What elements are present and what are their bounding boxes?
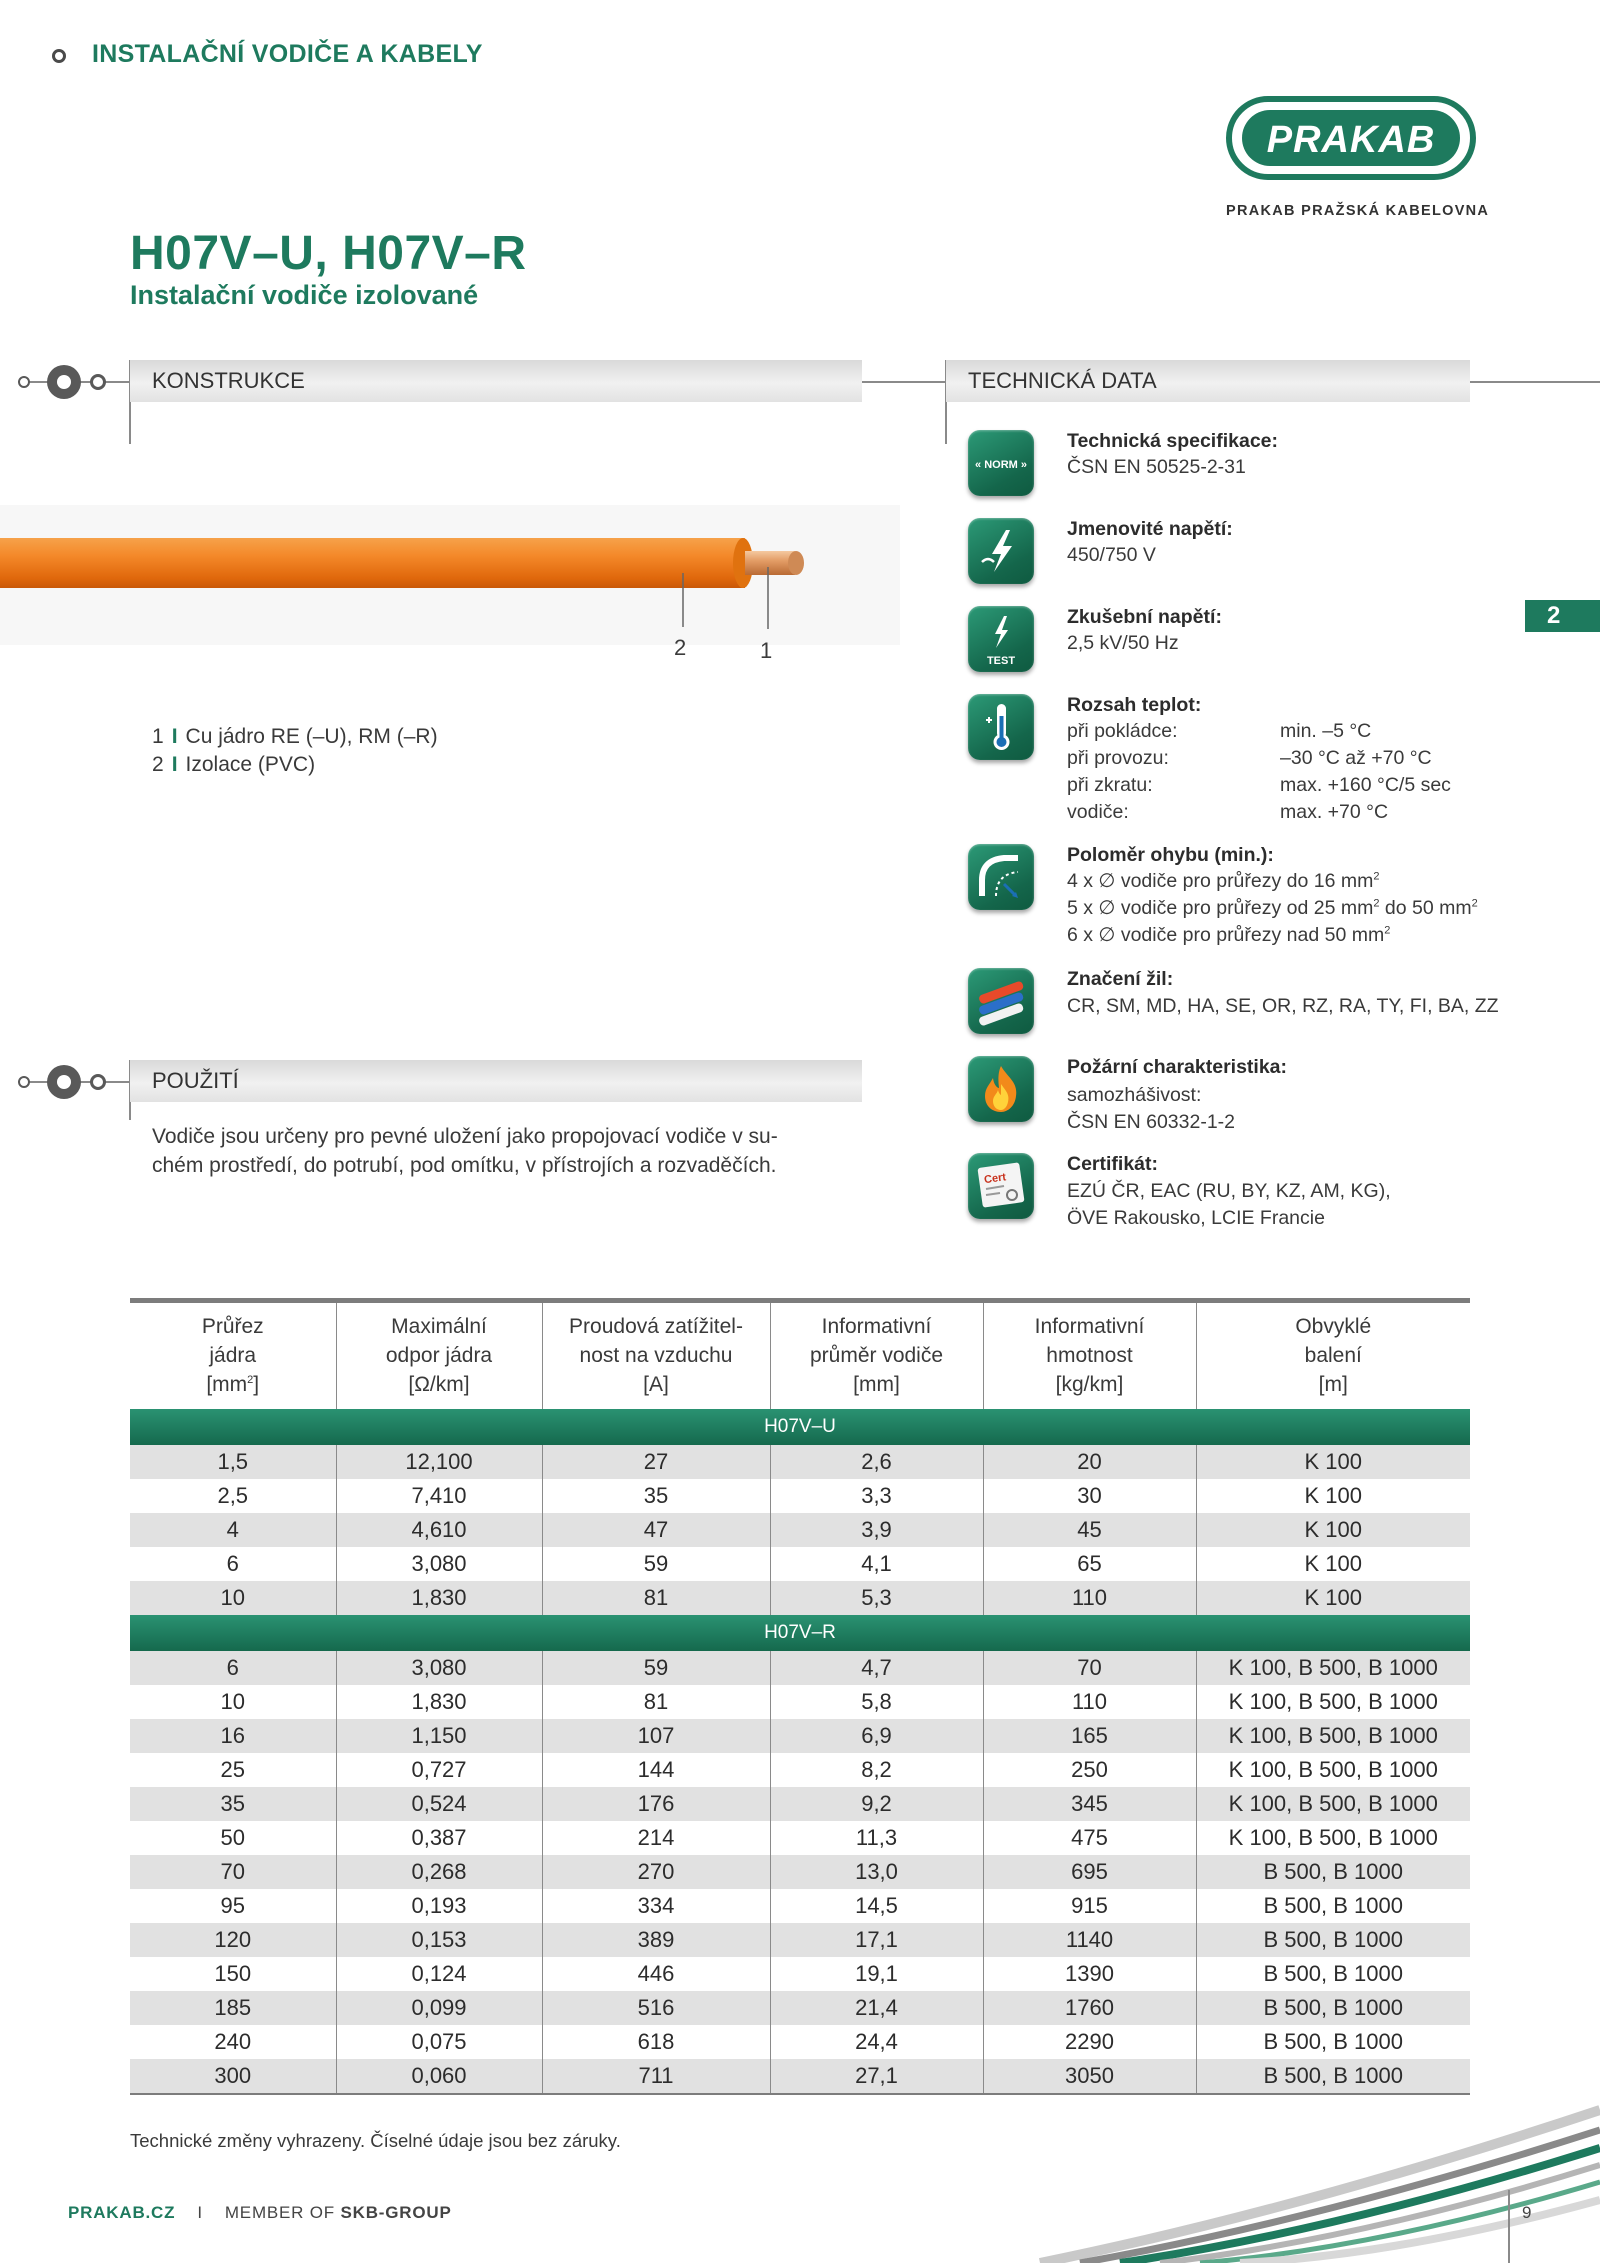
table-row — [130, 1479, 1470, 1513]
table-row — [130, 2025, 1470, 2059]
temp-value: min. –5 °C — [1280, 720, 1372, 742]
node-dot-icon — [47, 365, 81, 399]
disclaimer-note: Technické změny vyhrazeny. Číselné údaje jsou bez záruky. — [130, 2130, 621, 2151]
bend-line: 6 x ∅ vodiče pro průřezy nad 50 $mm^2$ — [1067, 924, 1391, 946]
decorative-cable-swoosh — [1000, 2090, 1600, 2263]
fire-label: Požární charakteristika: — [1067, 1056, 1288, 1078]
table-cell: 345 — [983, 1787, 1196, 1821]
table-cell: 27 — [542, 1445, 770, 1479]
website-link[interactable]: PRAKAB.CZ — [68, 2203, 176, 2222]
table-cell: 334 — [542, 1889, 770, 1923]
group-header-row: H07V–R — [130, 1615, 1470, 1651]
cert-value: ÖVE Rakousko, LCIE Francie — [1067, 1207, 1325, 1229]
table-cell: 165 — [983, 1719, 1196, 1753]
table-cell: 711 — [542, 2059, 770, 2094]
table-cell: 3,9 — [770, 1513, 983, 1547]
table-cell: 2290 — [983, 2025, 1196, 2059]
table-row — [130, 1821, 1470, 1855]
cert-label: Certifikát: — [1067, 1153, 1159, 1175]
certificate-icon — [968, 1153, 1034, 1219]
table-cell: 1760 — [983, 1991, 1196, 2025]
table-row — [130, 2059, 1470, 2094]
table-cell: 4,1 — [770, 1547, 983, 1581]
table-cell: 4,610 — [336, 1513, 542, 1547]
table-cell: 0,060 — [336, 2059, 542, 2094]
node-dot-icon — [18, 376, 30, 388]
table-group-h07v-u — [130, 1409, 1470, 1615]
node-dot-icon — [47, 1065, 81, 1099]
table-cell: 11,3 — [770, 1821, 983, 1855]
table-cell: 70 — [983, 1651, 1196, 1685]
temp-key: vodiče: — [1067, 801, 1129, 823]
table-cell: 618 — [542, 2025, 770, 2059]
table-cell: 21,4 — [770, 1991, 983, 2025]
logo-subtitle: PRAKAB PRAŽSKÁ KABELOVNA — [1226, 203, 1490, 219]
table-cell: 2,5 — [217, 1482, 249, 1508]
callout-label: 2 — [674, 635, 687, 660]
table-cell: 0,387 — [336, 1821, 542, 1855]
table-cell: 110 — [983, 1581, 1196, 1615]
table-cell: 35 — [542, 1479, 770, 1513]
category-title: INSTALAČNÍ VODIČE A KABELY — [92, 40, 483, 68]
voltage-value: 450/750 V — [1067, 544, 1156, 566]
table-cell: B 500, B 1000 — [1196, 2059, 1470, 2094]
table-cell: 5,3 — [770, 1581, 983, 1615]
svg-text:Cert: Cert — [983, 1171, 1007, 1187]
table-cell: 30 — [983, 1479, 1196, 1513]
table-cell: 176 — [542, 1787, 770, 1821]
legend-item: 2 I Izolace (PVC) — [152, 753, 316, 776]
table-cell: 59 — [542, 1651, 770, 1685]
table-cell: 3,080 — [336, 1547, 542, 1581]
table-cell: 14,5 — [770, 1889, 983, 1923]
table-cell: 20 — [983, 1445, 1196, 1479]
table-cell: 300 — [130, 2059, 336, 2094]
page-number: 9 — [1522, 2203, 1532, 2222]
column-header: Proudová zatížitel- nost na vzduchu [A] — [542, 1301, 770, 1409]
temp-value: –30 °C až +70 °C — [1280, 747, 1432, 769]
table-cell: K 100 — [1196, 1581, 1470, 1615]
table-cell: 1140 — [983, 1923, 1196, 1957]
table-cell: 0,268 — [336, 1855, 542, 1889]
svg-text:TEST: TEST — [986, 655, 1016, 667]
cert-value: EZÚ ČR, EAC (RU, BY, KZ, AM, KG), — [1067, 1180, 1391, 1202]
table-cell: B 500, B 1000 — [1196, 1923, 1470, 1957]
pouziti-header — [130, 1060, 862, 1102]
table-cell: 10 — [130, 1581, 336, 1615]
temp-key: při zkratu: — [1067, 774, 1153, 796]
table-cell: B 500, B 1000 — [1196, 1957, 1470, 1991]
konstrukce-header — [130, 360, 862, 402]
pouziti-description: Vodiče jsou určeny pro pevné uložení jako propojovací vodiče v su- chém prostředí, do potrubí, pod omítku, v přístrojích a rozvaděčích. — [152, 1125, 778, 1177]
temp-value: max. +70 °C — [1280, 801, 1389, 823]
table-cell: 250 — [983, 1753, 1196, 1787]
svg-text:« NORM »: « NORM » — [975, 459, 1027, 471]
table-cell: 0,075 — [336, 2025, 542, 2059]
wires-icon — [968, 968, 1034, 1034]
table-cell: 1,830 — [336, 1581, 542, 1615]
parameters-table — [130, 1298, 1470, 2095]
table-row — [130, 1957, 1470, 1991]
column-header: Maximální odpor jádra [Ω/km] — [336, 1301, 542, 1409]
node-dot-icon — [90, 374, 106, 390]
cable-illustration — [0, 505, 900, 645]
bend-radius-icon — [968, 844, 1034, 910]
table-cell: 65 — [983, 1547, 1196, 1581]
table-cell: 0,193 — [336, 1889, 542, 1923]
table-cell: 0,524 — [336, 1787, 542, 1821]
lightning-icon — [968, 518, 1034, 584]
table-cell: 915 — [983, 1889, 1196, 1923]
temp-value: max. +160 °C/5 sec — [1280, 774, 1451, 796]
table-cell: K 100 — [1196, 1547, 1470, 1581]
table-cell: 6 — [226, 1550, 239, 1576]
table-row — [130, 1787, 1470, 1821]
table-cell: 120 — [130, 1923, 336, 1957]
table-row — [130, 1753, 1470, 1787]
table-cell: 3,080 — [336, 1651, 542, 1685]
test-icon — [968, 606, 1034, 672]
table-cell: 47 — [542, 1513, 770, 1547]
temp-key: při pokládce: — [1067, 720, 1178, 742]
column-header: Obvyklé balení [m] — [1196, 1301, 1470, 1409]
technical-heading: TECHNICKÁ DATA — [968, 368, 1157, 393]
table-cell: 9,2 — [770, 1787, 983, 1821]
table-row — [130, 1855, 1470, 1889]
table-cell: 3,3 — [770, 1479, 983, 1513]
table-cell: 6,9 — [770, 1719, 983, 1753]
marking-label: Značení žil: — [1067, 968, 1174, 990]
table-cell: 389 — [542, 1923, 770, 1957]
marking-value: CR, SM, MD, HA, SE, OR, RZ, RA, TY, FI, BA, ZZ — [1067, 995, 1499, 1017]
temp-key: při provozu: — [1067, 747, 1169, 769]
table-cell: 516 — [542, 1991, 770, 2025]
table-cell: 144 — [542, 1753, 770, 1787]
node-dot-icon — [90, 1074, 106, 1090]
table-cell: 1,830 — [336, 1685, 542, 1719]
product-subtitle: Instalační vodiče izolované — [130, 280, 479, 310]
callout-label: 1 — [760, 638, 773, 663]
table-cell: 81 — [542, 1581, 770, 1615]
table-cell: 70 — [130, 1855, 336, 1889]
table-cell: 1390 — [983, 1957, 1196, 1991]
table-cell: B 500, B 1000 — [1196, 1889, 1470, 1923]
connector-line — [862, 381, 946, 383]
column-header: Informativní hmotnost [kg/km] — [983, 1301, 1196, 1409]
table-cell: K 100 — [1196, 1479, 1470, 1513]
table-cell: 16 — [130, 1719, 336, 1753]
connector-line — [1470, 381, 1600, 383]
technical-header — [946, 360, 1470, 402]
table-row — [130, 1719, 1470, 1753]
table-cell: 4 — [130, 1513, 336, 1547]
fire-value: ČSN EN 60332-1-2 — [1067, 1111, 1235, 1133]
bend-line: 5 x ∅ vodiče pro průřezy od 25 $mm^2$ do 50 $mm^2$ — [1067, 897, 1478, 919]
bend-line: 4 x ∅ vodiče pro průřezy do 16 $mm^2$ — [1067, 870, 1380, 892]
table-cell: 1,150 — [336, 1719, 542, 1753]
table-row — [130, 1581, 1470, 1615]
table-cell: 4,7 — [770, 1651, 983, 1685]
node-dot-icon — [18, 1076, 30, 1088]
table-row — [130, 1923, 1470, 1957]
table-cell: 110 — [983, 1685, 1196, 1719]
table-cell: 17,1 — [770, 1923, 983, 1957]
table-cell: K 100, B 500, B 1000 — [1196, 1719, 1470, 1753]
table-row — [130, 1991, 1470, 2025]
table-cell: 2,6 — [770, 1445, 983, 1479]
table-cell: 475 — [983, 1821, 1196, 1855]
table-cell: K 100, B 500, B 1000 — [1196, 1787, 1470, 1821]
table-cell: 695 — [983, 1855, 1196, 1889]
spec-label: Technická specifikace: — [1067, 430, 1278, 452]
fire-icon — [968, 1056, 1034, 1122]
table-row — [130, 1889, 1470, 1923]
product-title: H07V–U, H07V–R — [130, 227, 527, 280]
table-cell: 214 — [542, 1821, 770, 1855]
test-label: Zkušební napětí: — [1067, 606, 1222, 628]
bend-label: Poloměr ohybu (min.): — [1067, 844, 1274, 866]
table-cell: K 100, B 500, B 1000 — [1196, 1821, 1470, 1855]
column-header: Průřez jádra $[mm^2]$ — [130, 1301, 336, 1409]
spec-value: ČSN EN 50525-2-31 — [1067, 456, 1246, 478]
table-group-h07v-r — [130, 1615, 1470, 2094]
table-cell: 59 — [542, 1547, 770, 1581]
voltage-label: Jmenovité napětí: — [1067, 518, 1233, 540]
table-row — [130, 1651, 1470, 1685]
chapter-tab: 2 — [1525, 600, 1600, 632]
table-cell: B 500, B 1000 — [1196, 1855, 1470, 1889]
table-cell: 6 — [130, 1651, 336, 1685]
norm-icon — [968, 430, 1034, 496]
table-cell: 3050 — [983, 2059, 1196, 2094]
table-cell: 45 — [983, 1513, 1196, 1547]
table-cell: 10 — [220, 1688, 245, 1714]
table-cell: 35 — [130, 1787, 336, 1821]
temp-label: Rozsah teplot: — [1067, 694, 1202, 716]
table-cell: 107 — [542, 1719, 770, 1753]
column-header: Informativní průměr vodiče [mm] — [770, 1301, 983, 1409]
page-number-divider — [1508, 2190, 1510, 2263]
table-cell: 8,2 — [770, 1753, 983, 1787]
table-cell: K 100, B 500, B 1000 — [1196, 1685, 1470, 1719]
table-cell: K 100 — [1196, 1445, 1470, 1479]
table-cell: K 100, B 500, B 1000 — [1196, 1753, 1470, 1787]
table-cell: 270 — [542, 1855, 770, 1889]
table-row — [130, 1513, 1470, 1547]
table-cell: 0,124 — [336, 1957, 542, 1991]
table-cell: 12,100 — [336, 1445, 542, 1479]
legend-item: 1 I Cu jádro RE (–U), RM (–R) — [152, 725, 438, 748]
table-row — [130, 1547, 1470, 1581]
table-header-row — [130, 1301, 1470, 1409]
table-cell: 446 — [542, 1957, 770, 1991]
table-cell: 95 — [220, 1892, 245, 1918]
svg-text:PRAKAB: PRAKAB — [1266, 119, 1436, 161]
prakab-logo — [1226, 96, 1476, 180]
header-bullet-icon — [52, 49, 66, 63]
table-cell: B 500, B 1000 — [1196, 2025, 1470, 2059]
table-cell: B 500, B 1000 — [1196, 1991, 1470, 2025]
konstrukce-heading: KONSTRUKCE — [152, 368, 305, 393]
thermometer-icon — [968, 694, 1034, 760]
table-cell: 50 — [220, 1824, 245, 1850]
table-cell: 0,099 — [336, 1991, 542, 2025]
table-cell: 19,1 — [770, 1957, 983, 1991]
table-cell: 150 — [214, 1960, 252, 1986]
footer: PRAKAB.CZ I MEMBER OF SKB-GROUP — [68, 2203, 452, 2222]
pouziti-heading: POUŽITÍ — [152, 1068, 239, 1093]
table-cell: 5,8 — [770, 1685, 983, 1719]
table-cell: 0,727 — [336, 1753, 542, 1787]
group-header-row: H07V–U — [130, 1409, 1470, 1445]
table-row — [130, 1685, 1470, 1719]
table-cell: K 100 — [1196, 1513, 1470, 1547]
table-cell: 27,1 — [770, 2059, 983, 2094]
table-cell: 0,153 — [336, 1923, 542, 1957]
test-value: 2,5 kV/50 Hz — [1067, 632, 1179, 654]
table-cell: 13,0 — [770, 1855, 983, 1889]
table-cell: 240 — [214, 2028, 252, 2054]
table-cell: K 100, B 500, B 1000 — [1196, 1651, 1470, 1685]
table-row — [130, 1445, 1470, 1479]
table-cell: 185 — [130, 1991, 336, 2025]
table-cell: 7,410 — [336, 1479, 542, 1513]
table-cell: 24,4 — [770, 2025, 983, 2059]
table-cell: 1,5 — [130, 1445, 336, 1479]
fire-value: samozhášivost: — [1067, 1084, 1202, 1106]
table-cell: 81 — [542, 1685, 770, 1719]
table-cell: 25 — [220, 1756, 245, 1782]
